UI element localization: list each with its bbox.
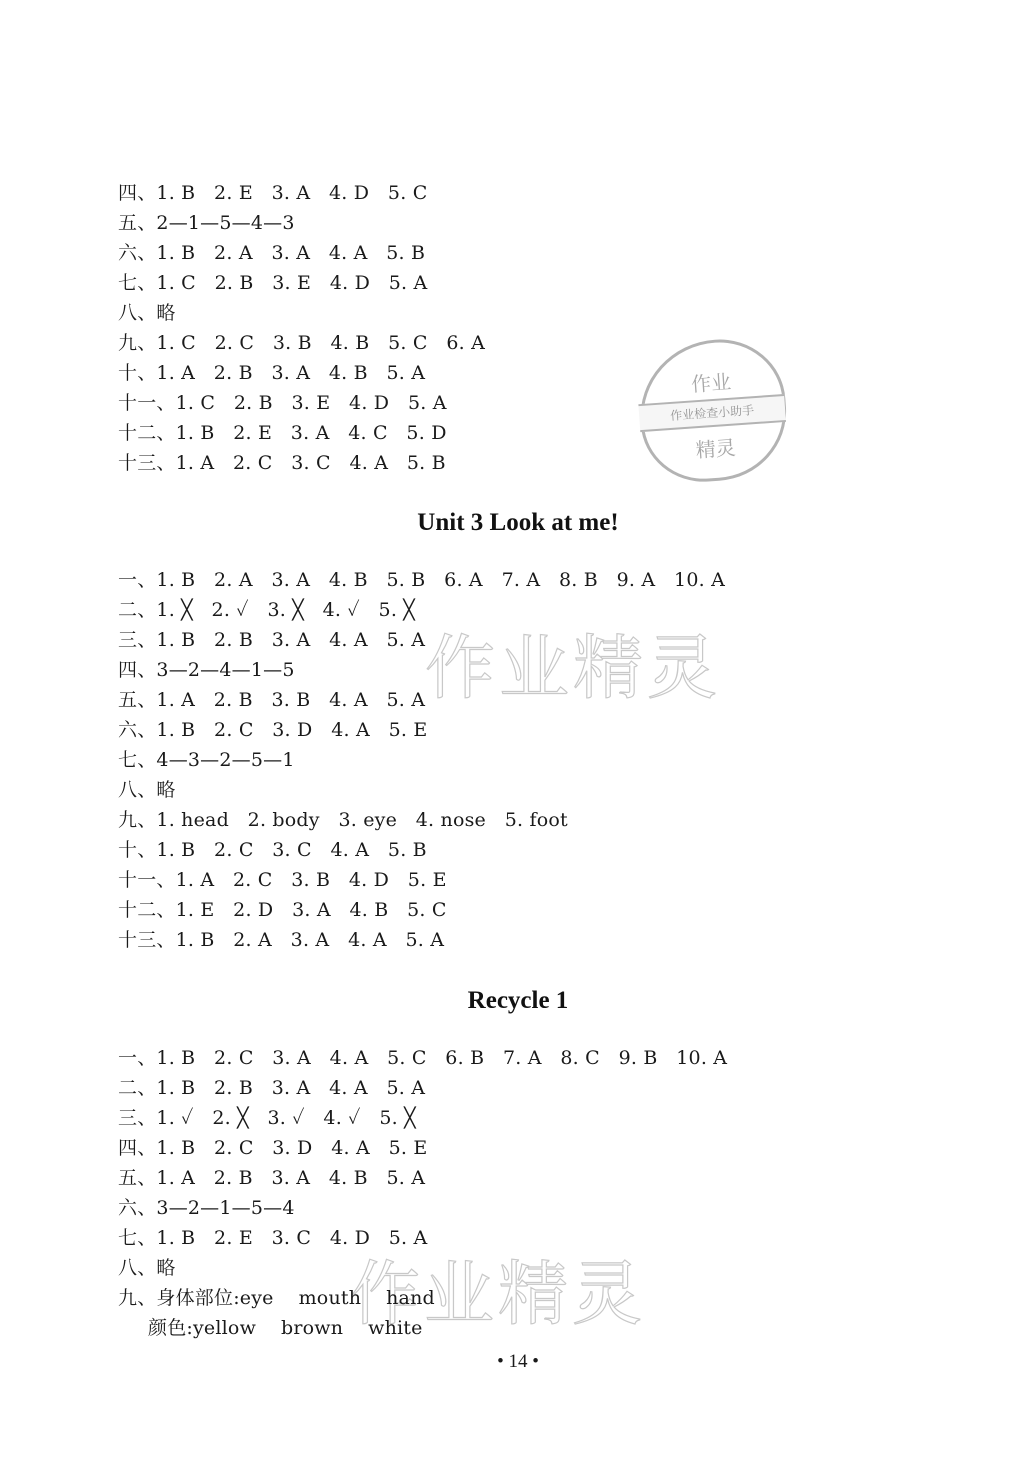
page-number: • 14 • — [497, 1351, 539, 1372]
answer-line: 五、1. A 2. B 3. B 4. A 5. A — [118, 689, 426, 711]
answer-line: 一、1. B 2. A 3. A 4. B 5. B 6. A 7. A 8. B 9. A 10. A — [118, 569, 726, 591]
stamp-top-text: 作业 — [690, 369, 732, 397]
recycle1-heading: Recycle 1 — [467, 987, 569, 1014]
answer-line: 六、1. B 2. A 3. A 4. A 5. B — [118, 242, 426, 264]
answer-line: 八、略 — [118, 779, 176, 801]
answer-line: 二、1. ╳ 2. ✓ 3. ╳ 4. ✓ 5. ╳ — [118, 599, 415, 621]
answer-line: 七、1. C 2. B 3. E 4. D 5. A — [118, 272, 428, 294]
answer-line-indented: 颜色:yellow brown white — [148, 1317, 423, 1339]
answer-line: 四、3—2—4—1—5 — [118, 659, 295, 681]
answer-line: 十二、1. B 2. E 3. A 4. C 5. D — [118, 422, 447, 444]
answer-line: 四、1. B 2. E 3. A 4. D 5. C — [118, 182, 428, 204]
answer-line: 三、1. B 2. B 3. A 4. A 5. A — [118, 629, 426, 651]
watermark-bottom: 作业精灵 — [350, 1253, 646, 1335]
answer-line: 四、1. B 2. C 3. D 4. A 5. E — [118, 1137, 428, 1159]
answer-line: 七、1. B 2. E 3. C 4. D 5. A — [118, 1227, 428, 1249]
answer-line: 十三、1. B 2. A 3. A 4. A 5. A — [118, 929, 445, 951]
answer-line: 十一、1. A 2. C 3. B 4. D 5. E — [118, 869, 447, 891]
answer-line: 十一、1. C 2. B 3. E 4. D 5. A — [118, 392, 447, 414]
answer-line: 二、1. B 2. B 3. A 4. A 5. A — [118, 1077, 426, 1099]
answer-line: 六、3—2—1—5—4 — [118, 1197, 295, 1219]
answer-line: 一、1. B 2. C 3. A 4. A 5. C 6. B 7. A 8. C 9. B 10. A — [118, 1047, 728, 1069]
unit3-heading: Unit 3 Look at me! — [417, 509, 619, 536]
answer-line: 九、身体部位:eye mouth hand — [118, 1287, 435, 1309]
answer-line: 十二、1. E 2. D 3. A 4. B 5. C — [118, 899, 447, 921]
answer-line: 三、1. ✓ 2. ╳ 3. ✓ 4. ✓ 5. ╳ — [118, 1107, 416, 1129]
answer-line: 十三、1. A 2. C 3. C 4. A 5. B — [118, 452, 446, 474]
stamp-bottom-text: 精灵 — [694, 435, 737, 463]
answer-line: 十、1. A 2. B 3. A 4. B 5. A — [118, 362, 426, 384]
answer-line: 九、1. C 2. C 3. B 4. B 5. C 6. A — [118, 332, 486, 354]
answer-line: 八、略 — [118, 1257, 176, 1279]
answer-line: 七、4—3—2—5—1 — [118, 749, 295, 771]
answer-line: 九、1. head 2. body 3. eye 4. nose 5. foot — [118, 809, 568, 831]
watermark-top: 作业精灵 — [425, 627, 721, 709]
stamp-band-text: 作业检查小助手 — [638, 394, 786, 432]
answer-line: 十、1. B 2. C 3. C 4. A 5. B — [118, 839, 427, 861]
answer-line: 八、略 — [118, 302, 176, 324]
previous-unit-answers — [118, 178, 918, 478]
answer-line: 六、1. B 2. C 3. D 4. A 5. E — [118, 719, 428, 741]
answer-line: 五、1. A 2. B 3. A 4. B 5. A — [118, 1167, 426, 1189]
unit3-answers — [118, 565, 918, 955]
recycle1-answers — [118, 1043, 918, 1343]
answer-line: 五、2—1—5—4—3 — [118, 212, 295, 234]
